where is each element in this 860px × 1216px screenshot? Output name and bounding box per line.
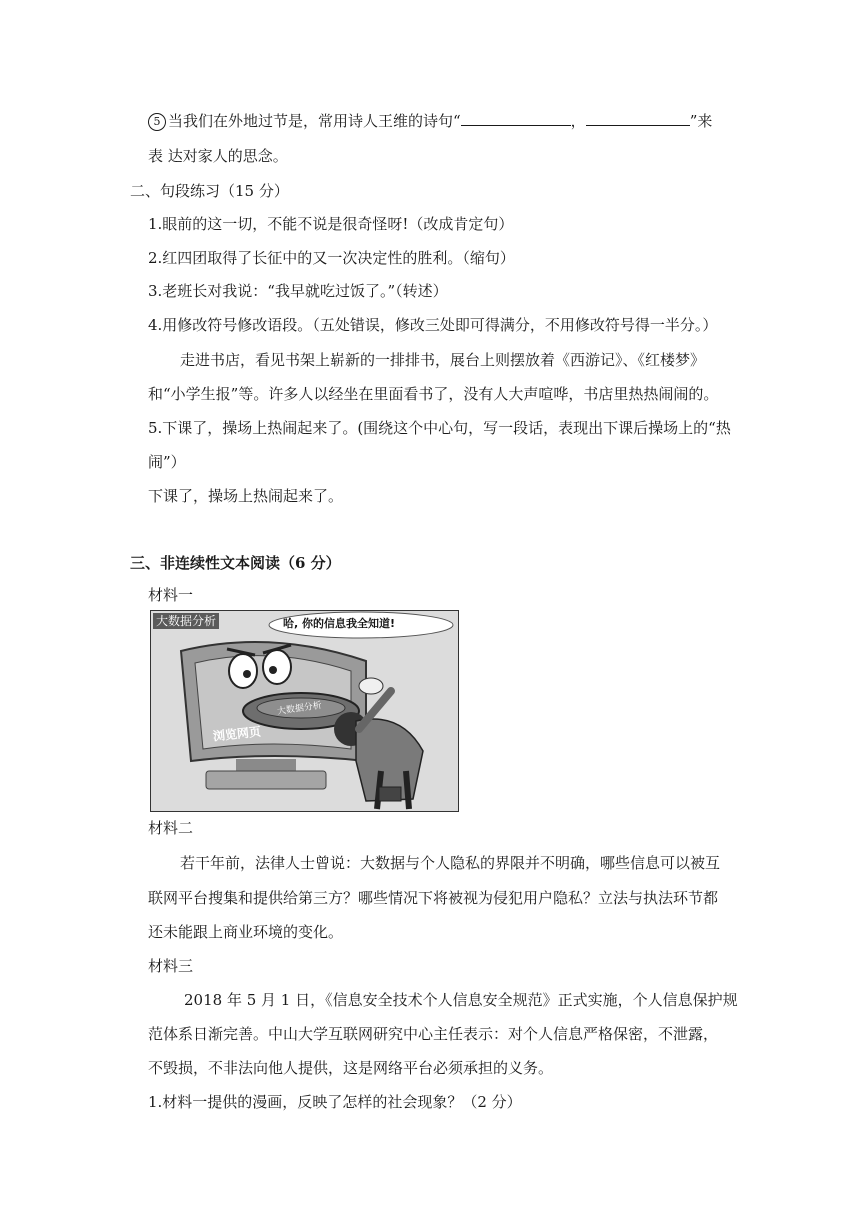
- answer-blank-1[interactable]: [461, 111, 571, 126]
- material2-line-1: 若干年前，法律人士曾说：大数据与个人隐私的界限并不明确，哪些信息可以被互: [180, 854, 721, 872]
- circled-number: 5: [148, 113, 166, 131]
- passage-line-2: 和“小学生报”等。许多人以经坐在里面看书了，没有人大声喧哗，书店里热热闹闹的。: [148, 385, 719, 403]
- material2-label: 材料二: [148, 819, 194, 837]
- material3-line-2: 范体系日渐完善。中山大学互联网研究中心主任表示：对个人信息严格保密，不泄露，: [148, 1025, 719, 1043]
- cartoon-speech-text: 哈, 你的信息我全知道!: [283, 617, 396, 630]
- section2-item-1: 1.眼前的这一切，不能不说是很奇怪呀!（改成肯定句）: [148, 215, 514, 233]
- answer-blank-2[interactable]: [586, 111, 690, 126]
- cartoon-corner-label: 大数据分析: [153, 613, 219, 629]
- section2-item-3: 3.老班长对我说：“我早就吃过饭了。”（转述）: [148, 282, 448, 300]
- passage-line-1: 走进书店，看见书架上崭新的一排排书，展台上则摆放着《西游记》、《红楼梦》: [180, 351, 706, 369]
- q5-line1: [148, 111, 712, 131]
- item5-answer-start: 下课了，操场上热闹起来了。: [148, 487, 344, 505]
- q5-line2: 表 达对家人的思念。: [148, 147, 288, 165]
- material2-line-3: 还未能跟上商业环境的变化。: [148, 923, 344, 941]
- section2-item-5-line2: 闹”）: [148, 453, 186, 471]
- section2-heading: 二、句段练习（15 分）: [130, 182, 289, 200]
- q5-separator: ，: [570, 112, 586, 130]
- material3-line-3: 不毁损，不非法向他人提供，这是网络平台必须承担的义务。: [148, 1059, 554, 1077]
- q5-suffix: ”来: [689, 112, 713, 130]
- section3-heading: 三、非连续性文本阅读（6 分）: [130, 554, 341, 572]
- material2-line-2: 联网平台搜集和提供给第三方？哪些情况下将被视为侵犯用户隐私？立法与执法环节都: [148, 889, 719, 907]
- q5-prompt: 当我们在外地过节是，常用诗人王维的诗句“: [168, 112, 461, 130]
- material3-label: 材料三: [148, 957, 194, 975]
- question-1: 1.材料一提供的漫画，反映了怎样的社会现象？（2 分）: [148, 1093, 522, 1111]
- big-data-cartoon: [150, 610, 459, 812]
- cartoon-screen-text: 浏览网页: [212, 724, 262, 744]
- section2-item-2: 2.红四团取得了长征中的又一次决定性的胜利。（缩句）: [148, 249, 515, 267]
- material1-label: 材料一: [148, 586, 194, 604]
- section2-item-5-line1: 5.下课了，操场上热闹起来了。(围绕这个中心句，写一段话，表现出下课后操场上的“热: [148, 419, 731, 437]
- section2-item-4: 4.用修改符号修改语段。（五处错误，修改三处即可得满分，不用修改符号得一半分。）: [148, 316, 718, 334]
- cartoon-ring-text: 大数据分析: [276, 700, 323, 718]
- material3-line-1: 2018 年 5 月 1 日，《信息安全技术个人信息安全规范》正式实施，个人信息保护规: [184, 991, 738, 1009]
